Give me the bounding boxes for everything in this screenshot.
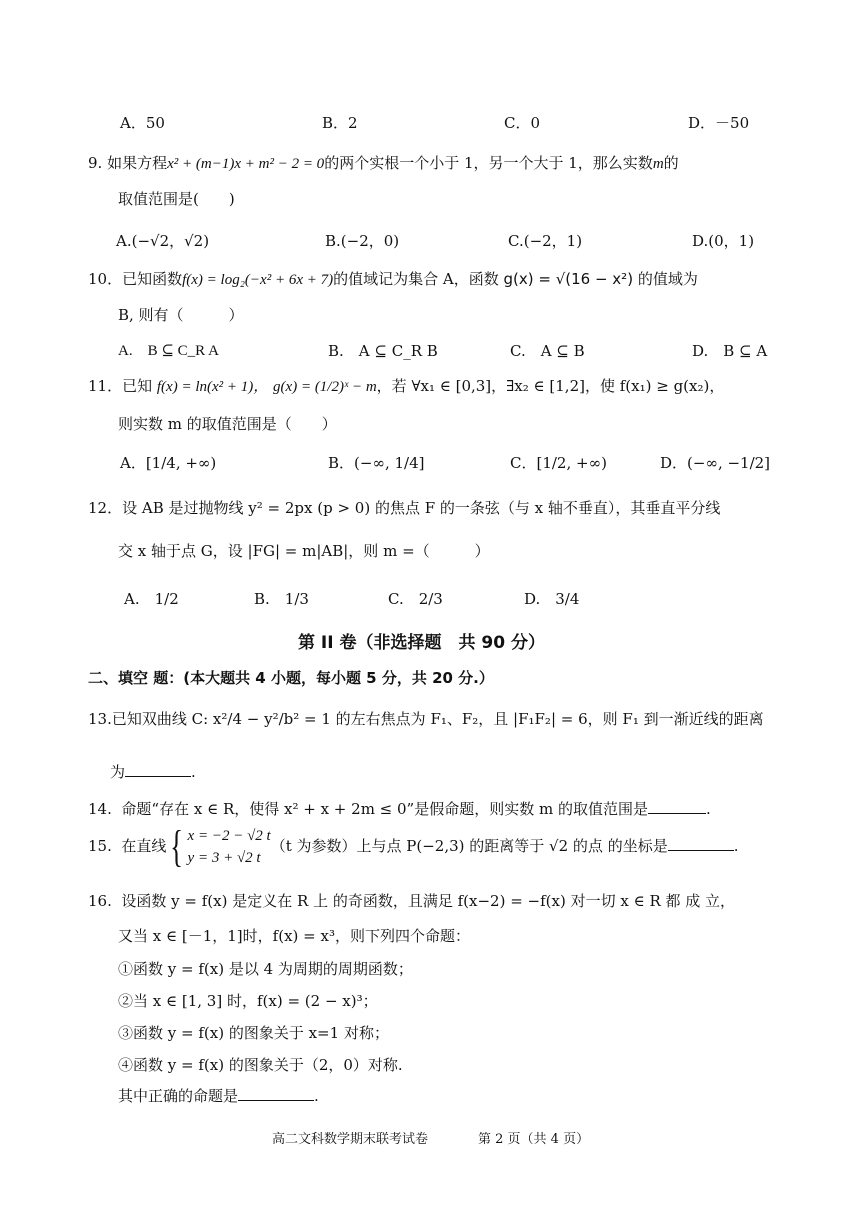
q13-answer-blank[interactable]: [125, 760, 191, 777]
q13-line2: [110, 760, 196, 783]
q11-text-a: 已知: [122, 377, 153, 395]
q9-option-c: C.(−2，1): [508, 232, 583, 250]
q13-suffix: .: [191, 763, 196, 781]
q9-text-a: 如果方程: [107, 154, 168, 172]
q10-text-c: 的值域为: [637, 270, 698, 288]
q15-line: [88, 824, 738, 869]
q9-text-c: 的: [663, 154, 679, 172]
q8-option-b: B．2: [322, 114, 358, 132]
q11-line2: 则实数 m 的取值范围是（ ）: [118, 415, 337, 433]
q14-line: [88, 797, 711, 820]
q12-option-b: B. 1/3: [254, 590, 309, 608]
q16-line1: [88, 890, 735, 912]
q12-line2: 交 x 轴于点 G，设 |FG| = m|AB|，则 m =（ ）: [118, 542, 490, 560]
q15-answer-blank[interactable]: [668, 834, 734, 851]
q15-eq2: y = 3 + √2 t: [187, 850, 261, 866]
q9-line1: [88, 152, 679, 175]
q9-option-a: A.(−√2，√2): [116, 232, 210, 250]
left-brace-icon: {: [170, 822, 184, 871]
q9-equation: x² + (m−1)x + m² − 2 = 0: [167, 156, 325, 172]
q8-option-d: D．－50: [688, 114, 750, 132]
q11-text-b: ，若 ∀x₁ ∈ [0,3]，∃x₂ ∈ [1,2]，使 f(x₁) ≥ g(x₂)，: [376, 377, 725, 395]
q12-number: 12．: [88, 499, 123, 517]
footer-page-number: 第 2 页（共 4 页）: [478, 1132, 590, 1147]
q10-option-c: C. A ⊆ B: [510, 342, 585, 360]
q14-suffix: .: [706, 800, 711, 818]
q13-number: 13.: [88, 710, 112, 728]
q8-option-a: A．50: [120, 114, 165, 132]
section2-title: 第 II 卷（非选择题 共 90 分）: [298, 633, 545, 653]
q16-item-4: ④函数 y = f(x) 的图象关于（2，0）对称.: [118, 1056, 403, 1074]
q8-option-c: C．0: [504, 114, 541, 132]
q16-item-1: ①函数 y = f(x) 是以 4 为周期的周期函数；: [118, 960, 413, 978]
q15-suffix: .: [733, 837, 739, 855]
q13-text: 已知双曲线 C: x²/4 − y²/b² = 1 的左右焦点为 F₁、F₂，且 |F₁F₂| = 6，则 F₁ 到一渐近线的距离: [111, 710, 764, 728]
q13-line1: [88, 708, 764, 730]
q16-item-3: ③函数 y = f(x) 的图象关于 x=1 对称；: [118, 1024, 389, 1042]
q12-line1: [88, 497, 720, 519]
q16-suffix: .: [314, 1087, 319, 1105]
q10-number: 10．: [88, 270, 123, 288]
q13-prefix: 为: [110, 763, 126, 781]
footer-exam-name: 高二文科数学期末联考试卷: [272, 1132, 429, 1147]
q15-number: 15.: [88, 837, 112, 855]
q11-f-expr: f(x) = ln(x² + 1)，: [156, 379, 269, 395]
q9-line2: 取值范围是( ): [118, 190, 235, 208]
q10-f-expr: f(x) = log₂(−x² + 6x + 7): [182, 272, 334, 288]
q10-line2: B, 则有（ ）: [118, 306, 244, 324]
q14-number: 14.: [88, 800, 112, 818]
q10-option-d: D. B ⊆ A: [692, 342, 768, 360]
q10-text-b: 的值域记为集合 A，函数: [333, 270, 499, 288]
q14-answer-blank[interactable]: [648, 797, 706, 814]
q9-var: m: [652, 156, 664, 172]
q10-text-a: 已知函数: [122, 270, 183, 288]
q14-text: 命题“存在 x ∈ R，使得 x² + x + 2m ≤ 0”是假命题，则实数 m 的取值范围是: [121, 800, 648, 818]
q9-text-b: 的两个实根一个小于 1，另一个大于 1，那么实数: [324, 154, 653, 172]
q10-g-expr: g(x) = √(16 − x²): [503, 270, 634, 288]
q9-number: 9.: [88, 154, 103, 172]
q10-line1: [88, 268, 698, 291]
q9-option-d: D.(0，1): [692, 232, 755, 250]
q15-eq1: x = −2 − √2 t: [187, 828, 271, 844]
q12-text: 设 AB 是过抛物线 y² = 2px (p > 0) 的焦点 F 的一条弦（与 x 轴不垂直），其垂直平分线: [122, 499, 721, 517]
fill-in-heading: 二、填空 题：(本大题共 4 小题，每小题 5 分，共 20 分.）: [88, 669, 494, 687]
q12-option-d: D. 3/4: [524, 590, 580, 608]
q11-option-b: B．(−∞, 1/4]: [328, 454, 425, 472]
q11-number: 11．: [88, 377, 123, 395]
q11-option-c: C．[1/2, +∞): [510, 454, 607, 472]
q9-option-b: B.(−2，0): [325, 232, 400, 250]
q11-option-a: A．[1/4, +∞): [120, 454, 217, 472]
q16-item-2: ②当 x ∈ [1, 3] 时，f(x) = (2 − x)³；: [118, 992, 378, 1010]
q16-conclusion-text: 其中正确的命题是: [118, 1087, 239, 1105]
q11-g-expr: g(x) = (1/2)ˣ − m: [273, 379, 377, 395]
q10-option-a: A. B ⊆ C_R A: [118, 343, 219, 359]
q16-line2: 又当 x ∈ [－1，1]时，f(x) = x³，则下列四个命题：: [118, 927, 470, 945]
q12-option-c: C. 2/3: [388, 590, 443, 608]
q16-answer-blank[interactable]: [238, 1084, 314, 1101]
q10-option-b: B. A ⊆ C_R B: [328, 342, 438, 360]
q16-text: 设函数 y = f(x) 是定义在 R 上 的奇函数，且满足 f(x−2) = −f(x) 对一切 x ∈ R 都 成 立，: [121, 892, 736, 910]
q16-conclusion: [118, 1084, 319, 1107]
q11-line1: [88, 375, 724, 398]
q16-number: 16.: [88, 892, 112, 910]
q15-equation-system: [188, 825, 271, 869]
q12-option-a: A. 1/2: [124, 590, 179, 608]
q15-text-a: 在直线: [121, 837, 167, 855]
q15-text-b: （t 为参数）上与点 P(−2,3) 的距离等于 √2 的点 的坐标是: [270, 837, 668, 855]
q11-option-d: D．(−∞, −1/2]: [660, 454, 771, 472]
